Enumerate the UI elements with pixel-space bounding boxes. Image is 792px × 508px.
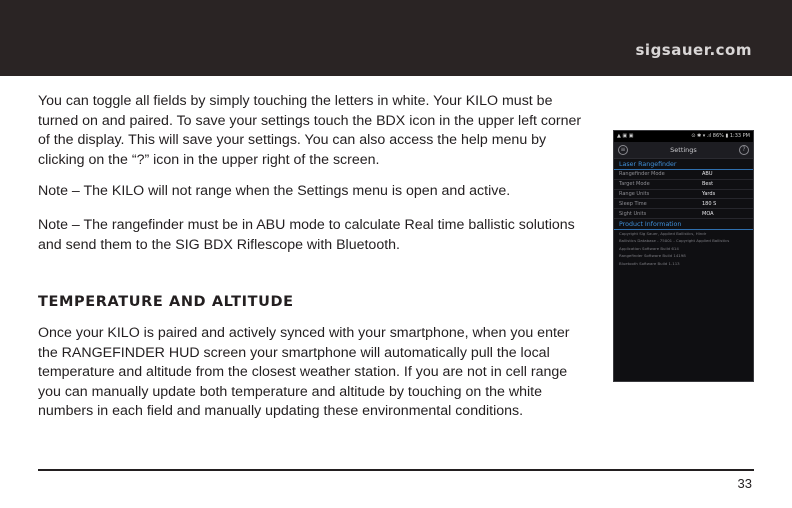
footer-divider <box>38 469 754 471</box>
setting-row[interactable] <box>614 190 753 200</box>
info-line: Application Software Build 614 <box>619 245 679 251</box>
help-icon[interactable]: ? <box>739 145 749 155</box>
section-laser-rangefinder: Laser Rangefinder <box>614 159 753 170</box>
info-line: Ballistics Database - 75001 - Copyright Applied Ballistics <box>619 238 730 244</box>
menu-icon[interactable]: ≡ <box>618 145 628 155</box>
setting-label: Rangefinder Mode <box>619 171 665 178</box>
header-bar <box>0 0 792 76</box>
info-line: Bluetooth Software Build 1.113 <box>619 260 680 266</box>
phone-status-bar <box>614 131 753 142</box>
setting-label: Range Units <box>619 190 650 197</box>
setting-value[interactable]: Yards <box>702 190 716 197</box>
info-line: Copyright Sig Sauer, Applied Ballistics, Hindr <box>619 230 707 236</box>
setting-label: Sleep Time <box>619 200 647 207</box>
setting-label: Target Mode <box>619 181 650 188</box>
setting-value[interactable]: ABU <box>702 171 713 178</box>
status-left-icons: ▲ ▣ ▣ <box>617 133 634 139</box>
phone-app-title: Settings <box>670 146 697 154</box>
note-kilo-not-range: Note – The KILO will not range when the Settings menu is open and active. <box>38 183 511 199</box>
setting-value[interactable]: MOA <box>702 210 714 217</box>
brand-url[interactable]: sigsauer.com <box>635 41 752 59</box>
paragraph-toggle-fields: You can toggle all fields by simply touching the letters in white. Your KILO must be turned on and paired. To save your settings touch the BDX icon in the upper left corner of the display. This will save your settings. You can also access the help menu by clicking on the “?” icon in the upper right of the screen. <box>38 93 582 168</box>
status-right-info: ⊙ ✱ ▾ .ıl 86% ▮ 1:33 PM <box>691 133 750 139</box>
phone-settings-screenshot <box>613 130 754 382</box>
page-number: 33 <box>737 476 752 491</box>
setting-value[interactable]: 180 S <box>702 200 717 207</box>
setting-value[interactable]: Best <box>702 181 714 188</box>
section-heading: TEMPERATURE AND ALTITUDE <box>38 294 294 310</box>
setting-row[interactable] <box>614 199 753 209</box>
phone-app-bar <box>614 142 753 159</box>
info-line: Rangefinder Software Build 14198 <box>619 253 686 259</box>
paragraph-temperature-altitude: Once your KILO is paired and actively synced with your smartphone, when you enter the RANGEFINDER HUD screen your smartphone will automatically pull the local temperature and altitude from the closest weather station. If you are not in cell range you can manually update both temperature and altitude by touching on the white numbers in each field and manually updating these environmental conditions. <box>38 325 570 420</box>
note-abu-mode: Note – The rangefinder must be in ABU mode to calculate Real time ballistic solutions and send them to the SIG BDX Riflescope with Bluetooth. <box>38 217 575 253</box>
setting-row[interactable] <box>614 180 753 190</box>
setting-row[interactable] <box>614 170 753 180</box>
section-product-information: Product Information <box>614 219 753 230</box>
setting-label: Sight Units <box>619 210 647 217</box>
setting-row[interactable] <box>614 209 753 219</box>
